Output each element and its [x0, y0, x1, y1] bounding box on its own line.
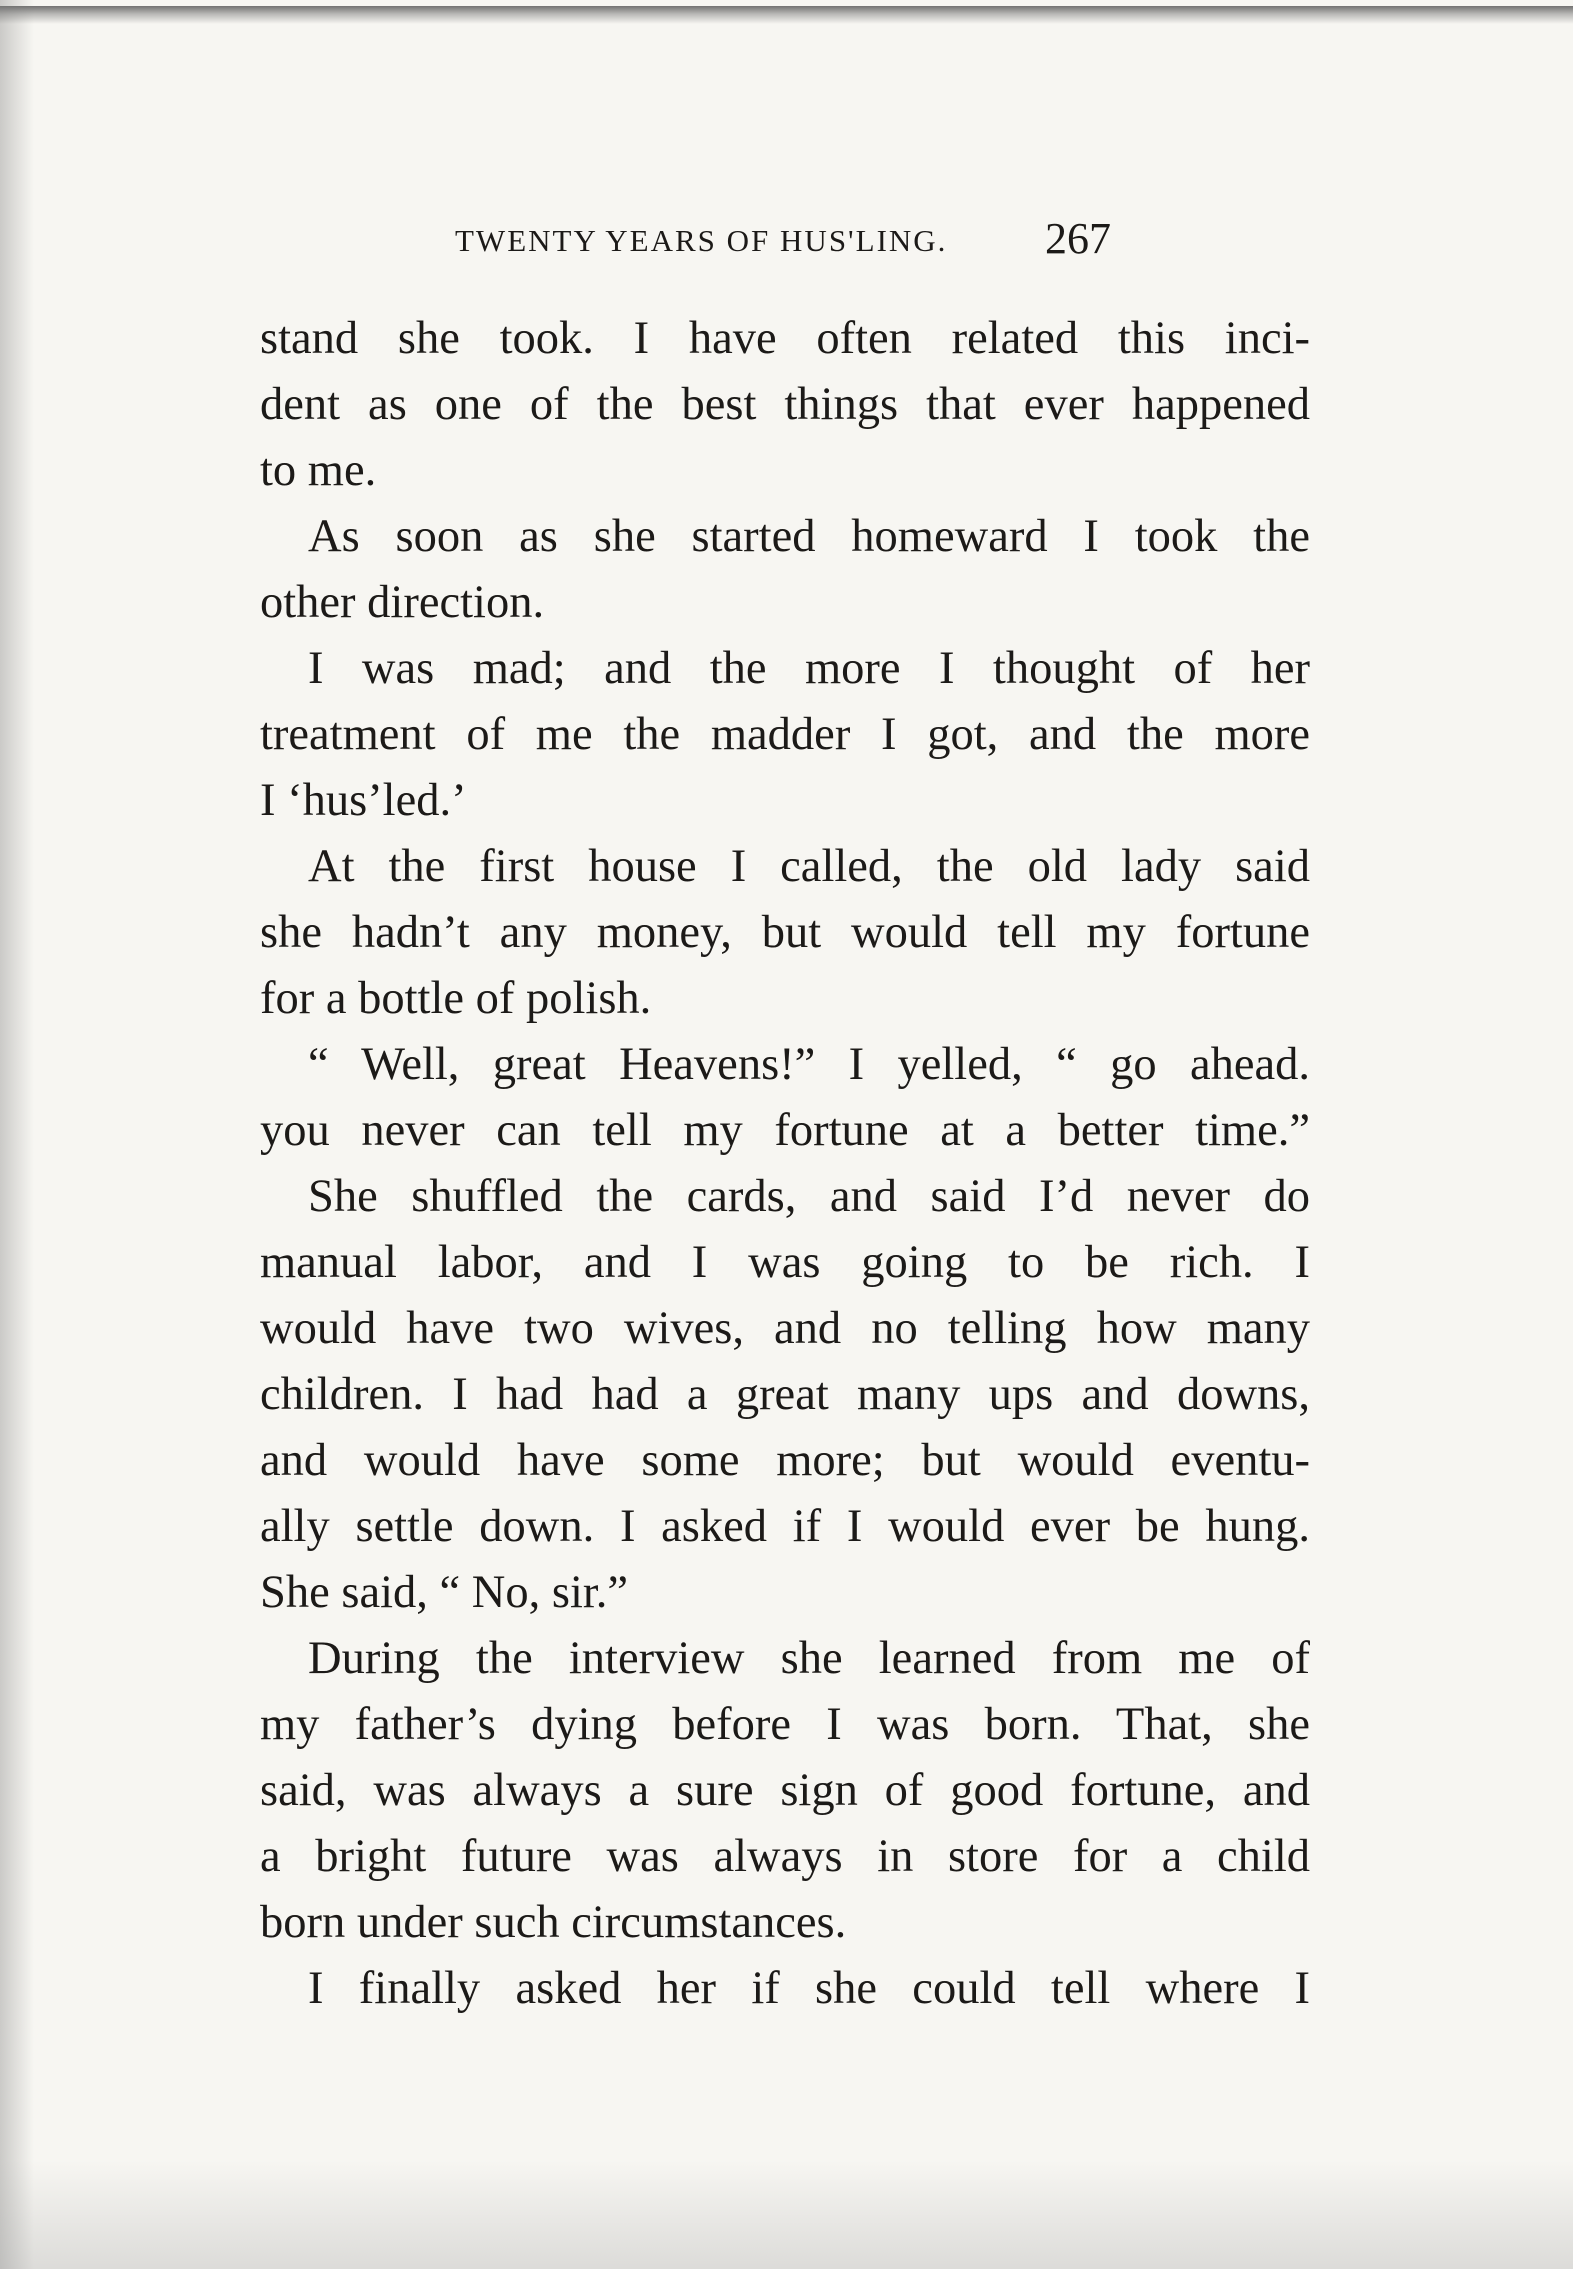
page-left-edge-shadow	[0, 0, 34, 2269]
text-line: my father’s dying before I was born. That, she	[260, 1699, 1310, 1750]
text-line: and would have some more; but would eventu-	[260, 1435, 1310, 1486]
page-top-edge-shadow	[0, 6, 1573, 24]
text-line: you never can tell my fortune at a better time.”	[260, 1105, 1310, 1156]
text-line: At the first house I called, the old lady said	[308, 841, 1310, 892]
text-line: a bright future was always in store for a child	[260, 1831, 1310, 1882]
text-line: manual labor, and I was going to be rich. I	[260, 1237, 1310, 1288]
text-line: She said, “ No, sir.”	[260, 1567, 629, 1618]
text-line: born under such circumstances.	[260, 1897, 847, 1948]
running-head-title: TWENTY YEARS OF HUS'LING.	[455, 223, 948, 258]
text-line: other direction.	[260, 577, 545, 628]
text-line: dent as one of the best things that ever happened	[260, 379, 1310, 430]
text-line: for a bottle of polish.	[260, 973, 652, 1024]
text-line: I finally asked her if she could tell where I	[308, 1963, 1310, 2014]
text-line: said, was always a sure sign of good fortune, and	[260, 1765, 1310, 1816]
running-head	[260, 205, 1310, 265]
text-line: During the interview she learned from me of	[308, 1633, 1310, 1684]
text-line: children. I had had a great many ups and downs,	[260, 1369, 1310, 1420]
text-line: I ‘hus’led.’	[260, 775, 467, 826]
text-line: As soon as she started homeward I took the	[308, 511, 1310, 562]
page-number: 267	[1045, 214, 1111, 263]
text-line: she hadn’t any money, but would tell my fortune	[260, 907, 1310, 958]
page-bottom-edge-shadow	[0, 2160, 1573, 2269]
text-line: I was mad; and the more I thought of her	[308, 643, 1310, 694]
text-line: stand she took. I have often related this inci-	[260, 313, 1310, 364]
text-line: to me.	[260, 445, 377, 496]
body-text	[260, 306, 1310, 2022]
text-line: She shuffled the cards, and said I’d never do	[308, 1171, 1310, 1222]
text-line: would have two wives, and no telling how many	[260, 1303, 1310, 1354]
text-line: treatment of me the madder I got, and the more	[260, 709, 1310, 760]
text-line: “ Well, great Heavens!” I yelled, “ go ahead.	[308, 1039, 1310, 1090]
text-line: ally settle down. I asked if I would ever be hung.	[260, 1501, 1310, 1552]
